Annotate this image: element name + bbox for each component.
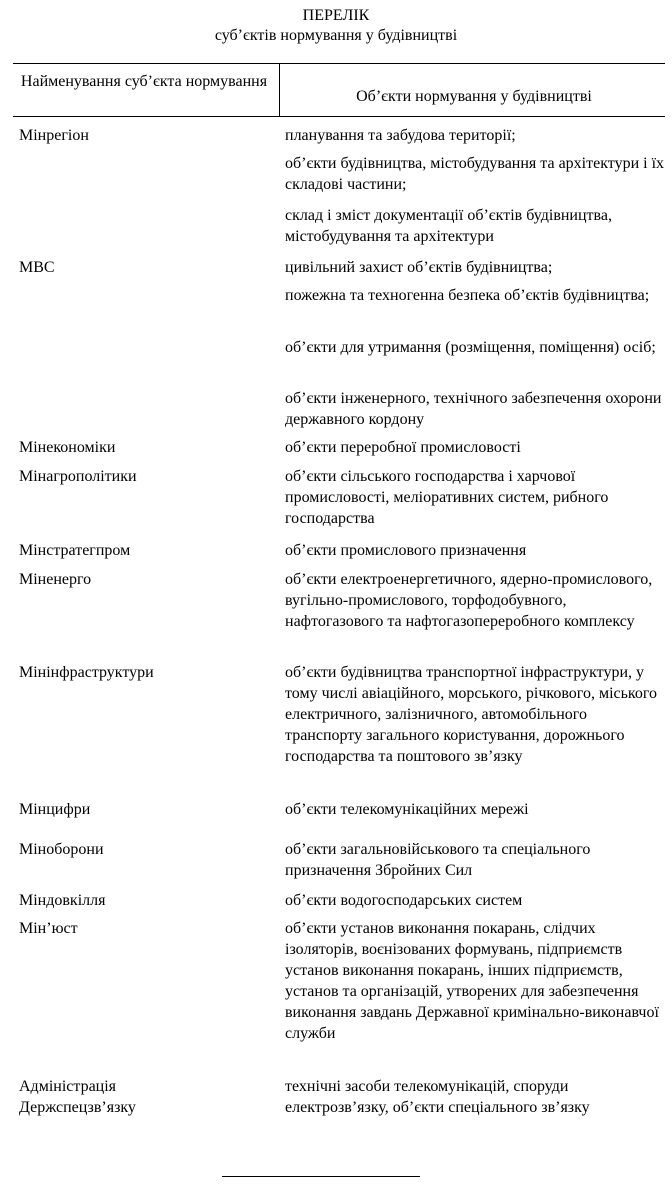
object-item: цивільний захист об’єктів будівництва; <box>285 259 553 276</box>
subject-name: Мін’юст <box>19 920 78 937</box>
table-top-rule <box>13 63 665 64</box>
header-divider <box>279 63 280 116</box>
subject-name: Мінекономіки <box>19 439 116 456</box>
subject-name: Мінстратегпром <box>19 542 131 559</box>
object-item: об’єкти установ виконання покарань, слідчих ізоляторів, воєнізованих формувань, підприємств установ виконання покарань, інших підприємств, установ та організацій, утворених для забезпечення виконання завдань Державної кримінально-виконавчої служби <box>285 920 659 1042</box>
object-item: об’єкти сільського господарства і харчової промисловості, меліоративних систем, рибного господарства <box>285 468 609 527</box>
subject-name: Мінрегіон <box>19 127 89 144</box>
object-item: об’єкти телекомунікаційних мережі <box>285 801 529 818</box>
object-item: об’єкти будівництва транспортної інфраструктури, у тому числі авіаційного, морського, річкового, міського електричного, залізничного, автомобільного транспорту загального користування, дорожнього господарства та поштового зв’язку <box>285 664 658 765</box>
object-item: об’єкти промислового призначення <box>285 542 527 559</box>
subject-name: Міндовкілля <box>19 892 106 909</box>
object-item: об’єкти будівництва, містобудування та архітектури і їх складові частини; <box>285 155 665 193</box>
object-item: об’єкти переробної промисловості <box>285 439 521 456</box>
object-item: об’єкти водогосподарських систем <box>285 892 523 909</box>
object-item: пожежна та техногенна безпека об’єктів будівництва; <box>285 287 650 304</box>
subject-name: Міноборони <box>19 841 104 858</box>
object-item: об’єкти загальновійськового та спеціального призначення Збройних Сил <box>285 841 591 879</box>
object-item: об’єкти електроенергетичного, ядерно-промислового, вугільно-промислового, торфодобувного, нафтогазового та нафтогазопереробного комплексу <box>285 571 653 630</box>
object-item: склад і зміст документації об’єктів будівництва, містобудування та архітектури <box>285 207 612 245</box>
subject-name: Мінагрополітики <box>19 468 137 485</box>
object-item: технічні засоби телекомунікацій, споруди електрозв’язку, об’єкти спеціального зв’язку <box>285 1078 590 1116</box>
object-item: об’єкти інженерного, технічного забезпечення охорони державного кордону <box>285 390 662 428</box>
document-title <box>0 6 672 46</box>
subject-name: Мінінфраструктури <box>19 664 154 681</box>
object-item: планування та забудова території; <box>285 127 516 144</box>
header-subject: Найменування суб’єкта нормування <box>20 73 268 90</box>
title-heading: ПЕРЕЛІК <box>302 7 370 24</box>
title-subheading: суб’єктів нормування у будівництві <box>214 27 458 44</box>
header-objects: Об’єкти нормування у будівництві <box>356 88 592 105</box>
object-item: об’єкти для утримання (розміщення, поміщення) осіб; <box>285 339 656 356</box>
footer-rule <box>222 1176 420 1177</box>
header-bottom-rule <box>13 116 665 117</box>
subject-name: Міненерго <box>19 571 92 588</box>
subject-name: МВС <box>19 259 55 276</box>
subject-name: Мінцифри <box>19 801 91 818</box>
subject-name: Адміністрація Держспецзв’язку <box>19 1078 136 1116</box>
